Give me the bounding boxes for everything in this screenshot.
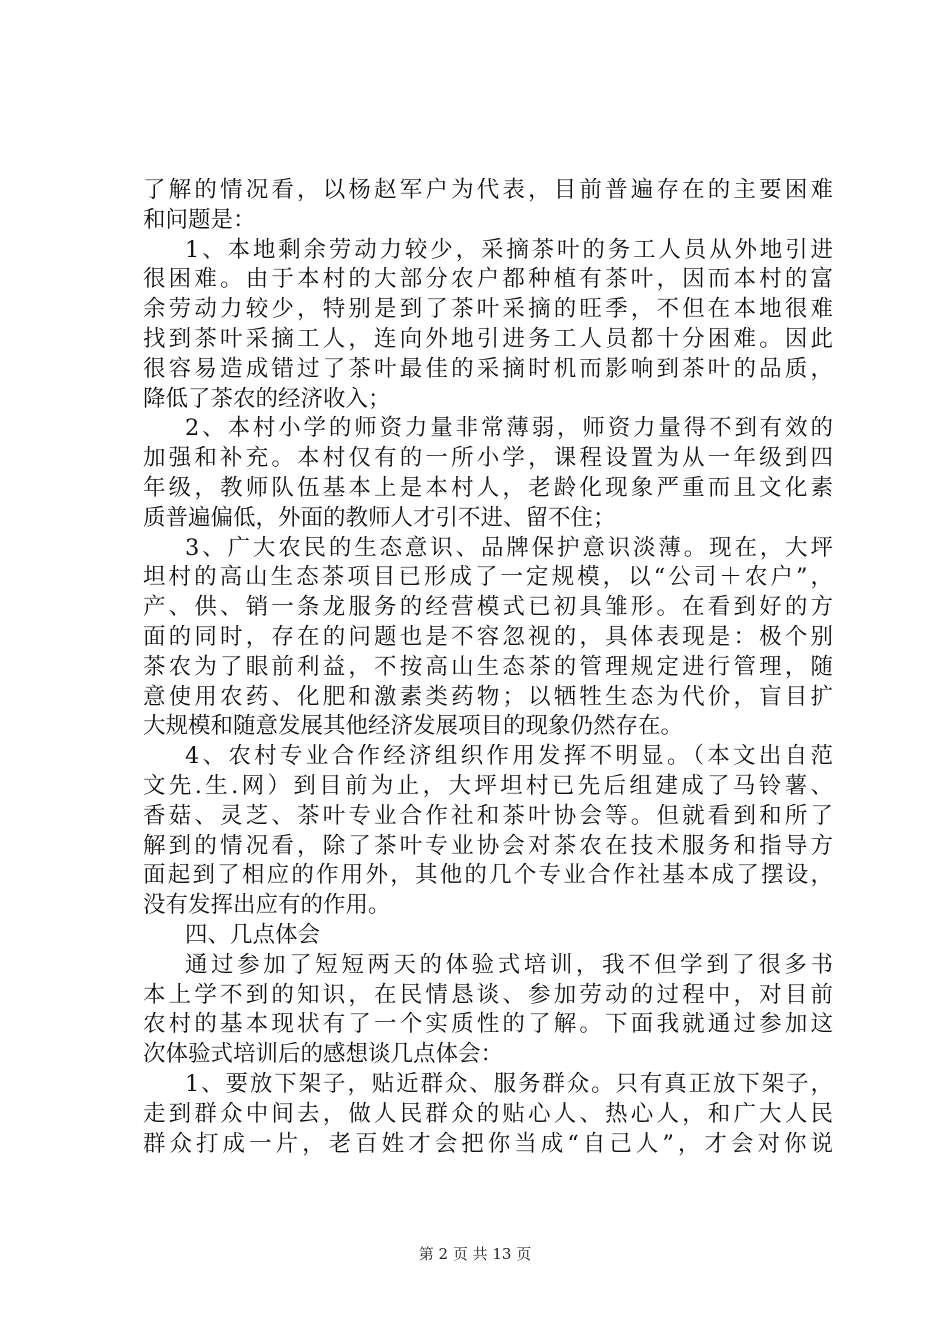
text-line: 意使用农药、化肥和激素类药物；以牺牲生态为代价，盲目扩: [143, 683, 833, 710]
text-line: 香菇、灵芝、茶叶专业合作社和茶叶协会等。但就看到和所了: [143, 802, 833, 829]
text-line: 年级，教师队伍基本上是本村人，老龄化现象严重而且文化素: [143, 474, 833, 501]
text-line: 次体验式培训后的感想谈几点体会：: [143, 1041, 504, 1068]
document-body: [143, 176, 833, 1159]
text-line: 很容易造成错过了茶叶最佳的采摘时机而影响到茶叶的品质，: [143, 355, 833, 382]
text-line: 和问题是：: [143, 206, 256, 233]
text-line: 没有发挥出应有的作用。: [143, 892, 391, 919]
text-line: 4、农村专业合作经济组织作用发挥不明显。（本文出自范: [185, 743, 833, 770]
text-line: 产、供、销一条龙服务的经营模式已初具雏形。在看到好的方: [143, 594, 833, 621]
text-line: 四、几点体会: [185, 921, 321, 948]
text-line: 降低了茶农的经济收入；: [143, 385, 391, 412]
text-line: 3、广大农民的生态意识、品牌保护意识淡薄。现在，大坪: [185, 534, 833, 561]
text-line: 很困难。由于本村的大部分农户都种植有茶叶，因而本村的富: [143, 266, 833, 293]
text-line: 了解的情况看，以杨赵军户为代表，目前普遍存在的主要困难: [143, 177, 833, 203]
text-line: 文先.生.网）到目前为止，大坪坦村已先后组建成了马铃薯、: [143, 772, 833, 799]
text-line: 面起到了相应的作用外，其他的几个专业合作社基本成了摆设，: [143, 862, 833, 889]
text-line: 质普遍偏低，外面的教师人才引不进、留不住；: [143, 504, 616, 531]
text-line: 面的同时，存在的问题也是不容忽视的，具体表现是：极个别: [143, 623, 833, 650]
text-line: 1、本地剩余劳动力较少，采摘茶叶的务工人员从外地引进: [185, 236, 833, 263]
text-line: 茶农为了眼前利益，不按高山生态茶的管理规定进行管理，随: [143, 653, 833, 680]
text-line: 群众打成一片，老百姓才会把你当成“自己人”，才会对你说: [143, 1130, 833, 1157]
text-line: 找到茶叶采摘工人，连向外地引进务工人员都十分困难。因此: [143, 325, 833, 352]
text-line: 农村的基本现状有了一个实质性的了解。下面我就通过参加这: [143, 1011, 833, 1038]
text-line: 加强和补充。本村仅有的一所小学，课程设置为从一年级到四: [143, 445, 833, 472]
text-line: 走到群众中间去，做人民群众的贴心人、热心人，和广大人民: [143, 1100, 833, 1127]
text-line: 大规模和随意发展其他经济发展项目的现象仍然存在。: [143, 713, 684, 740]
text-line: 坦村的高山生态茶项目已形成了一定规模，以“公司＋农户”，: [143, 564, 833, 591]
text-line: 余劳动力较少，特别是到了茶叶采摘的旺季，不但在本地很难: [143, 296, 833, 323]
text-line: 通过参加了短短两天的体验式培训，我不但学到了很多书: [185, 951, 833, 978]
text-line: 本上学不到的知识，在民情恳谈、参加劳动的过程中，对目前: [143, 981, 833, 1008]
page-footer: 第 2 页 共 13 页: [418, 1245, 532, 1263]
text-line: 1、要放下架子，贴近群众、服务群众。只有真正放下架子，: [185, 1070, 833, 1097]
text-line: 解到的情况看，除了茶叶专业协会对茶农在技术服务和指导方: [143, 832, 833, 859]
text-line: 2、本村小学的师资力量非常薄弱，师资力量得不到有效的: [185, 415, 833, 442]
